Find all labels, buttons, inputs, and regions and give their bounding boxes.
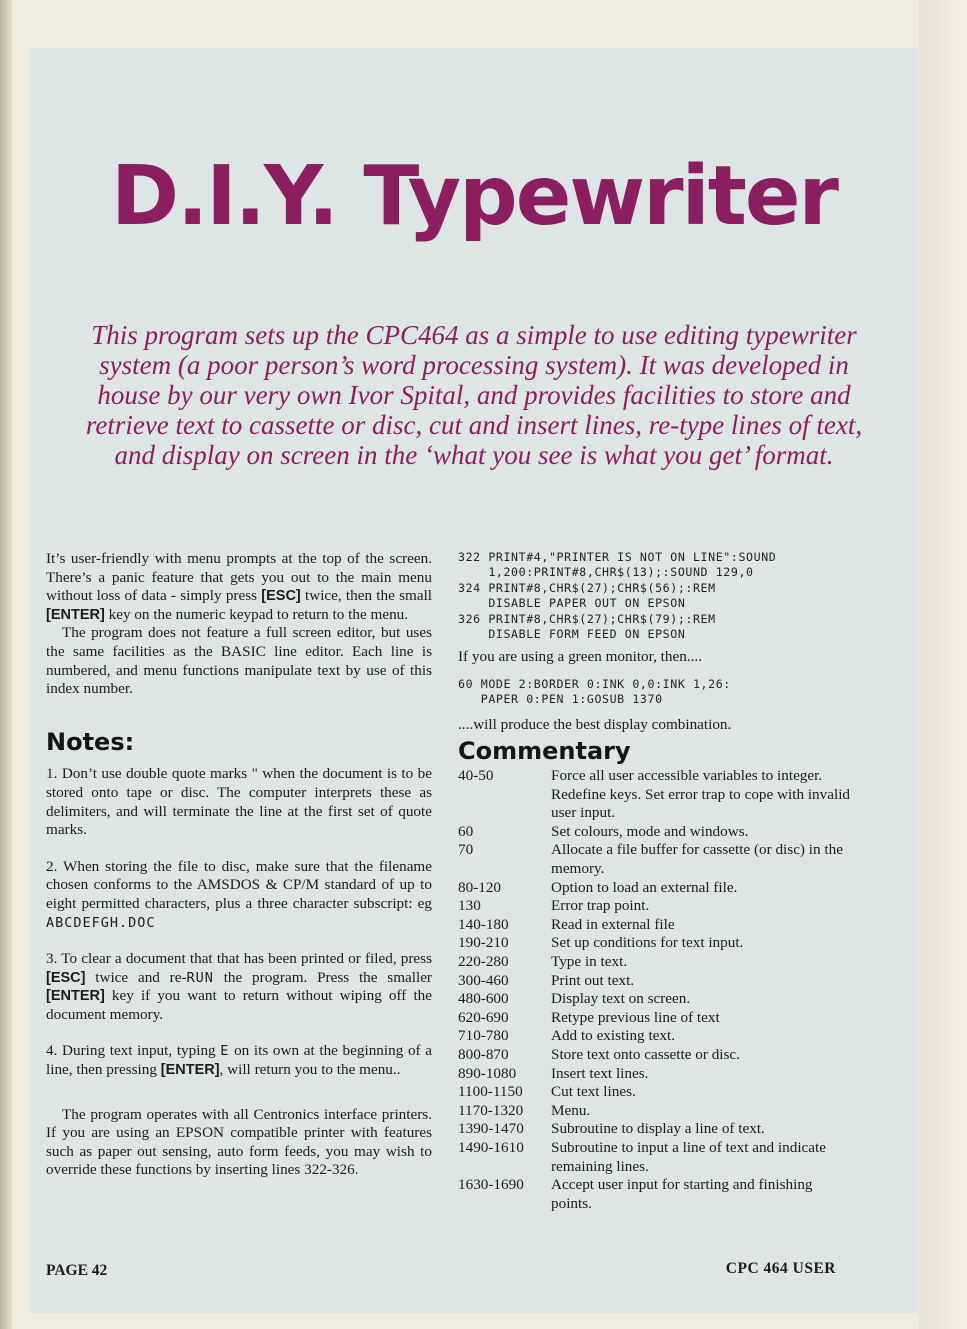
commentary-description: Add to existing text.: [551, 1027, 676, 1045]
right-column: [458, 550, 854, 1213]
commentary-description: Accept user input for starting and finishing points.: [551, 1176, 813, 1212]
commentary-row: [458, 767, 854, 823]
commentary-description: Display text on screen.: [551, 990, 691, 1008]
commentary-row: [458, 1139, 854, 1176]
commentary-line-range: 300-460: [458, 971, 509, 989]
commentary-description: Option to load an external file.: [551, 878, 738, 896]
page-binding-shadow: [0, 0, 12, 1329]
commentary-description: Set up conditions for text input.: [551, 934, 744, 952]
article-title: D.I.Y. Typewriter: [111, 149, 837, 244]
commentary-line-range: 620-690: [458, 1008, 509, 1026]
note-3: 3. To clear a document that that has been printed or filed, press [ESC] twice and re-RUN the program. Press the smaller [ENTER] key if you want to return without wiping off the document memory.: [46, 950, 432, 1023]
paragraph-editor: The program does not feature a full screen editor, but uses the same facilities as the BASIC line editor. Each line is numbered, and menu functions manipulate text by use of this index number.: [46, 624, 432, 698]
next-page-edge: [919, 0, 967, 1329]
commentary-line-range: 1390-1470: [458, 1120, 524, 1138]
paragraph-printers: The program operates with all Centronics interface printers. If you are using an EPSON compatible printer with features such as paper out sensing, auto form feeds, you may wish to override these functions by inserting lines 322-326.: [46, 1105, 432, 1179]
commentary-line-range: 80-120: [458, 878, 502, 896]
green-monitor-text: If you are using a green monitor, then....: [458, 648, 703, 666]
notes-heading: Notes:: [46, 727, 135, 756]
commentary-line-range: 710-780: [458, 1027, 509, 1045]
commentary-description: Insert text lines.: [551, 1064, 649, 1082]
article-intro: This program sets up the CPC464 as a simple to use editing typewriter system (a poor person’s word processing system). It was developed in house by our very own Ivor Spital, and provides facilities to store and retrieve text to cassette or disc, cut and insert lines, re-type lines of text, and display on screen in the ‘what you see is what you get’ format.: [85, 320, 863, 470]
filename-example: ABCDEFGH.DOC: [46, 914, 156, 931]
commentary-line-range: 190-210: [458, 934, 509, 952]
commentary-row: [458, 1120, 854, 1139]
commentary-row: [458, 1027, 854, 1046]
enter-key-label: [ENTER]: [46, 606, 105, 623]
commentary-line-range: 140-180: [458, 915, 509, 933]
commentary-description: Cut text lines.: [551, 1083, 636, 1101]
code-listing-epson: 322 PRINT#4,"PRINTER IS NOT ON LINE":SOUND 1,200:PRINT#8,CHR$(13);:SOUND 129,0 324 PRINT#8,CHR$(27);CHR$(56);:REM DISABLE PAPER OUT ON EPSON 326 PRINT#8,CHR$(27);CHR$(79);:REM DISABLE FORM FEED ON EPSON: [458, 550, 777, 642]
commentary-description: Print out text.: [551, 971, 635, 989]
commentary-row: [458, 1176, 854, 1213]
commentary-description: Read in external file: [551, 915, 675, 933]
commentary-description: Type in text.: [551, 952, 628, 970]
commentary-line-range: 1170-1320: [458, 1101, 524, 1119]
commentary-row: [458, 916, 854, 935]
commentary-line-range: 70: [458, 841, 474, 859]
note-4: 4. During text input, typing E on its own at the beginning of a line, then pressing [ENTER], will return you to the menu..: [46, 1042, 433, 1079]
commentary-row: [458, 1083, 854, 1102]
code-listing-mode: 60 MODE 2:BORDER 0:INK 0,0:INK 1,26: PAPER 0:PEN 1:GOSUB 1370: [458, 677, 731, 707]
commentary-description: Subroutine to display a line of text.: [551, 1120, 765, 1138]
commentary-row: [458, 953, 854, 972]
commentary-description: Store text onto cassette or disc.: [551, 1045, 740, 1063]
commentary-line-range: 130: [458, 897, 481, 915]
commentary-line-range: 480-600: [458, 990, 509, 1008]
commentary-row: [458, 1065, 854, 1084]
commentary-line-range: 1630-1690: [458, 1176, 524, 1194]
note-2: 2. When storing the file to disc, make sure that the filename chosen conforms to the AMSDOS & CP/M standard of up to eight permitted characters, plus a three character subscript: eg ABCDEFGH.DOC: [46, 857, 432, 931]
commentary-heading: Commentary: [458, 737, 631, 766]
commentary-row: [458, 1009, 854, 1028]
best-display-text: ....will produce the best display combination.: [458, 715, 732, 733]
commentary-line-range: 800-870: [458, 1045, 509, 1063]
commentary-row: [458, 823, 854, 842]
commentary-description: Subroutine to input a line of text and indicate remaining lines.: [551, 1138, 826, 1175]
commentary-line-range: 1490-1610: [458, 1138, 524, 1156]
commentary-description: Allocate a file buffer for cassette (or disc) in the memory.: [551, 841, 843, 877]
commentary-row: [458, 1046, 854, 1065]
commentary-description: Menu.: [551, 1101, 591, 1119]
commentary-row: [458, 990, 854, 1009]
commentary-description: Set colours, mode and windows.: [551, 822, 749, 840]
left-column: [46, 550, 432, 1180]
paragraph-intro: It’s user-friendly with menu prompts at the top of the screen. There’s a panic feature that gets you out to the main menu without loss of data - simply press [ESC] twice, then the small [ENTER] key on the numeric keypad to return to the menu.: [46, 550, 433, 623]
commentary-line-range: 1100-1150: [458, 1083, 523, 1101]
note-1: 1. Don’t use double quote marks " when the document is to be stored onto tape or disc. The computer interprets these as delimiters, and will terminate the line at the first set of quote marks.: [46, 765, 432, 839]
commentary-row: [458, 1102, 854, 1121]
commentary-line-range: 890-1080: [458, 1064, 517, 1082]
page-number: PAGE 42: [46, 1262, 108, 1279]
commentary-table: [458, 767, 854, 1213]
commentary-row: [458, 879, 854, 898]
article-panel: [30, 48, 918, 1313]
commentary-description: Retype previous line of text: [551, 1008, 720, 1026]
commentary-row: [458, 841, 854, 878]
esc-key-label: [ESC]: [261, 588, 301, 605]
magazine-name: CPC 464 USER: [725, 1260, 836, 1277]
commentary-line-range: 220-280: [458, 952, 509, 970]
commentary-description: Force all user accessible variables to integer. Redefine keys. Set error trap to cope with invalid user input.: [551, 767, 851, 822]
commentary-row: [458, 972, 854, 991]
commentary-line-range: 60: [458, 822, 474, 840]
commentary-row: [458, 934, 854, 953]
commentary-description: Error trap point.: [551, 897, 650, 915]
commentary-line-range: 40-50: [458, 767, 494, 785]
commentary-row: [458, 897, 854, 916]
